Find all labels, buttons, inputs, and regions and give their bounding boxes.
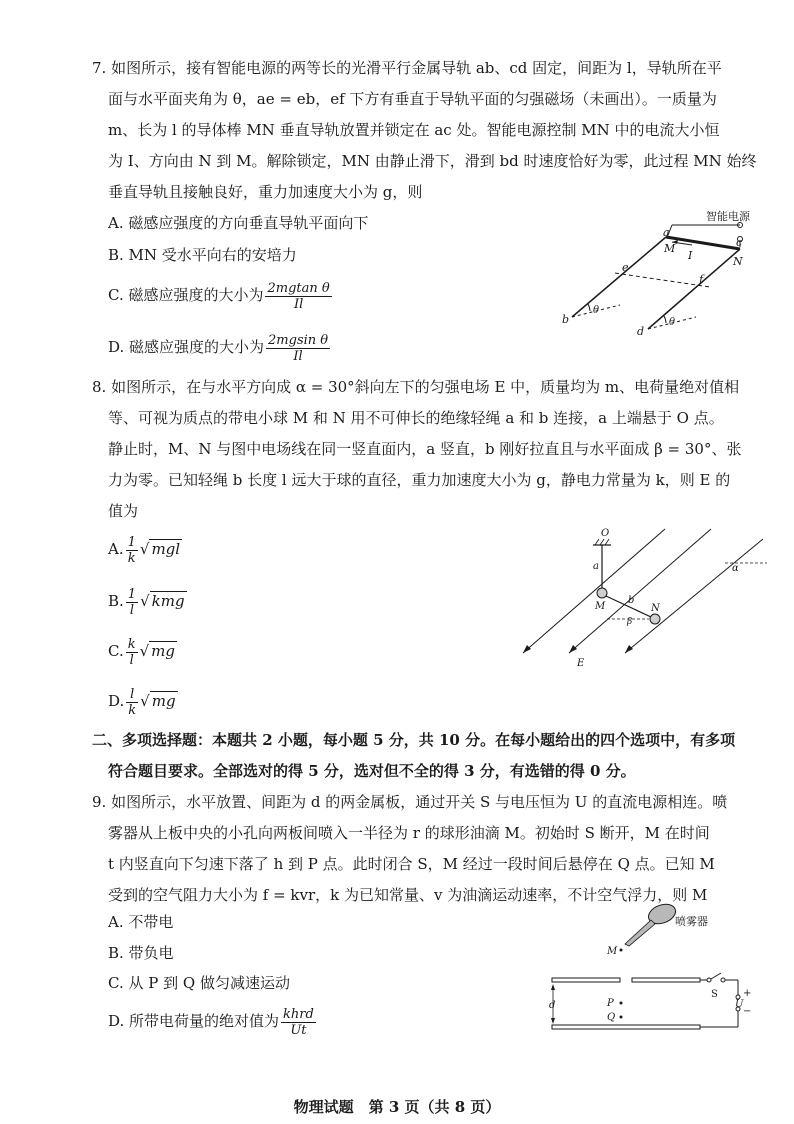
q8-option-a (108, 532, 182, 566)
q8-field-arrow-3 (625, 645, 633, 653)
q9-label-u: U (735, 999, 744, 1010)
q8-field-line-3 (625, 539, 763, 653)
q7-label-m: M (664, 242, 676, 255)
page-footer: 物理试题 第 3 页（共 8 页） (293, 1098, 501, 1116)
q9-label-q: Q (607, 1012, 616, 1023)
q9-label-d: d (549, 1000, 556, 1011)
q9-line-2: 雾器从上板中央的小孔向两板间喷入一半径为 r 的球形油滴 M。初始时 S 断开，M 在时间 (108, 824, 710, 842)
q7-line-3: m、长为 l 的导体棒 MN 垂直导轨放置并锁定在 ac 处。智能电源控制 MN 中的电流大小恒 (108, 121, 720, 139)
q9-option-d (108, 1004, 318, 1038)
q8-label-m: M (595, 601, 606, 612)
q9-top-plate-right (632, 978, 700, 982)
q7-option-c-prefix: C. 磁感应强度的大小为 (108, 286, 264, 304)
q8-option-d-radicand: mg (151, 692, 176, 710)
q7-line-ef (615, 273, 710, 287)
q8-option-b-sqrt: √ kmg (140, 592, 185, 610)
q9-switch-contact (721, 978, 725, 982)
q8-hatch-2 (600, 539, 604, 545)
q8-option-b-denominator: l (129, 602, 135, 618)
q7-option-a: A. 磁感应强度的方向垂直导轨平面向下 (108, 214, 369, 232)
q8-field-line-2 (569, 529, 711, 653)
q8-option-c-label: C. (108, 642, 124, 660)
q7-label-theta-1: θ (593, 305, 600, 316)
q8-option-b-fraction (126, 587, 138, 618)
q8-line-5: 值为 (108, 502, 139, 520)
q8-option-b-label: B. (108, 592, 124, 610)
q8-option-b-numerator: 1 (127, 586, 137, 602)
q8-line-3: 静止时，M、N 与图中电场线在同一竖直面内，a 竖直，b 刚好拉直且与水平面成 β = 30°、张 (108, 440, 742, 458)
q7-label-c: c (736, 236, 743, 249)
q8-hatch-1 (595, 539, 599, 545)
q8-option-d-numerator: l (126, 687, 138, 703)
q7-option-d-numerator: 2mgsin θ (268, 332, 329, 348)
q7-option-c-fraction (265, 281, 331, 312)
q8-option-b (108, 584, 187, 618)
q7-line-1: 7. 如图所示，接有智能电源的两等长的光滑平行金属导轨 ab、cd 固定，间距为 l，导轨所在平 (92, 59, 722, 77)
q9-d-arrow-bottom (551, 1018, 555, 1024)
q8-field-line-1 (523, 529, 665, 653)
q8-option-c-fraction (126, 637, 138, 668)
q7-rail-cd (648, 249, 740, 329)
q9-line-1: 9. 如图所示，水平放置、间距为 d 的两金属板，通过开关 S 与电压恒为 U 的直流电源相连。喷 (92, 793, 728, 811)
q7-label-theta-2: θ (669, 317, 676, 328)
q7-option-d-denominator: Il (293, 348, 303, 364)
q9-label-m: M (607, 946, 618, 957)
q7-label-i: I (688, 249, 693, 262)
q8-figure (515, 525, 775, 670)
q9-switch-blade (711, 973, 721, 979)
q7-power-label: 智能电源 (706, 210, 750, 223)
q8-option-c-numerator: k (127, 636, 136, 652)
q9-line-4: 受到的空气阻力大小为 f = kvr，k 为已知常量、v 为油滴运动速率，不计空气浮力，则 M (108, 886, 708, 904)
q8-option-c-radicand: mg (151, 642, 175, 660)
q8-field-arrow-1 (523, 645, 531, 653)
q9-sprayer-nozzle (625, 920, 655, 946)
section2-line-2: 符合题目要求。全部选对的得 5 分，选对但不全的得 3 分，有选错的得 0 分。 (108, 762, 636, 780)
q7-figure (560, 205, 760, 345)
q8-option-b-radicand: kmg (151, 592, 185, 610)
q8-option-a-label: A. (108, 540, 124, 558)
q8-line-1: 8. 如图所示，在与水平方向成 α = 30°斜向左下的匀强电场 E 中，质量均为 m、电荷量绝对值相 (92, 378, 740, 396)
q9-bottom-plate (552, 1025, 700, 1029)
q9-switch-pivot (707, 978, 711, 982)
q7-label-a: a (663, 226, 670, 239)
q7-option-c-numerator: 2mgtan θ (267, 280, 330, 296)
q7-option-d-fraction (266, 333, 330, 364)
q9-figure (545, 900, 760, 1040)
q7-line-4: 为 I、方向由 N 到 M。解除锁定，MN 由静止滑下，滑到 bd 时速度恰好为零，此过程 MN 始终 (108, 152, 757, 170)
q9-droplet-m (620, 949, 623, 952)
q8-option-a-fraction (126, 535, 138, 566)
q8-label-a: a (593, 561, 599, 572)
q9-point-p (620, 1002, 623, 1005)
q8-option-d-denominator: k (128, 702, 137, 718)
q9-label-s: S (711, 989, 718, 1000)
q7-label-b: b (562, 313, 570, 326)
q9-line-3: t 内竖直向下匀速下落了 h 到 P 点。此时闭合 S，M 经过一段时间后悬停在 Q 点。已知 M (108, 855, 715, 873)
q7-option-c (108, 278, 334, 312)
q8-line-4: 力为零。已知轻绳 b 长度 l 远大于球的直径，重力加速度大小为 g，静电力常量为 k，则 E 的 (108, 471, 731, 489)
q7-angle-arc-1 (588, 304, 590, 311)
q8-option-a-denominator: k (127, 550, 136, 566)
q8-option-a-radicand: mgl (151, 540, 181, 558)
q8-ball-m (597, 588, 607, 598)
q7-option-d-prefix: D. 磁感应强度的大小为 (108, 338, 265, 356)
q7-line-2: 面与水平面夹角为 θ，ae = eb，ef 下方有垂直于导轨平面的匀强磁场（未画出）。一质量为 (108, 90, 717, 108)
q9-option-d-fraction (281, 1007, 316, 1038)
q8-line-2: 等、可视为质点的带电小球 M 和 N 用不可伸长的绝缘轻绳 a 和 b 连接，a 上端悬于 O 点。 (108, 409, 724, 427)
q8-option-d-fraction (126, 687, 138, 718)
q8-field-arrow-2 (569, 645, 577, 653)
q9-sprayer-label: 喷雾器 (675, 915, 708, 928)
q9-option-d-prefix: D. 所带电荷量的绝对值为 (108, 1012, 280, 1030)
q9-option-b: B. 带负电 (108, 944, 174, 962)
q8-label-e: E (577, 658, 585, 669)
q9-option-d-numerator: khrd (283, 1006, 314, 1022)
section2-line-1: 二、多项选择题：本题共 2 小题，每小题 5 分，共 10 分。在每小题给出的四个选项中，有多项 (92, 731, 736, 749)
q9-option-a: A. 不带电 (108, 913, 174, 931)
q8-hatch-3 (605, 539, 609, 545)
q7-line-5: 垂直导轨且接触良好，重力加速度大小为 g，则 (108, 183, 423, 201)
q9-label-plus: + (743, 988, 752, 999)
q9-top-plate-left (552, 978, 620, 982)
q7-option-b: B. MN 受水平向右的安培力 (108, 246, 297, 264)
q7-label-n: N (733, 255, 743, 268)
q9-label-minus: − (743, 1006, 752, 1017)
q8-label-n: N (651, 603, 660, 614)
q8-label-alpha: α (732, 563, 739, 574)
q7-option-d (108, 330, 332, 364)
q8-option-d-label: D. (108, 692, 125, 710)
q7-label-f: f (699, 273, 704, 286)
q8-option-a-numerator: 1 (127, 534, 136, 550)
q7-angle-arc-2 (664, 316, 666, 323)
q9-label-p: P (607, 998, 614, 1009)
q9-option-d-denominator: Ut (290, 1022, 307, 1038)
q7-label-e: e (622, 261, 629, 274)
q9-point-q (620, 1016, 623, 1019)
q9-option-c: C. 从 P 到 Q 做匀减速运动 (108, 974, 290, 992)
q8-ball-n (650, 614, 660, 624)
q8-label-beta: β (627, 617, 633, 627)
q8-option-c-sqrt: √ mg (139, 642, 175, 660)
q7-option-c-denominator: Il (293, 296, 304, 312)
q7-label-d: d (637, 325, 645, 338)
q8-option-d (108, 684, 178, 718)
q8-option-d-sqrt: √ mg (140, 692, 176, 710)
q9-d-arrow-top (551, 984, 555, 990)
q8-label-o: O (601, 528, 610, 539)
q8-label-b: b (628, 595, 635, 606)
q8-option-a-sqrt: √ mgl (139, 540, 181, 558)
q8-option-c-denominator: l (129, 652, 134, 668)
q8-option-c (108, 634, 177, 668)
